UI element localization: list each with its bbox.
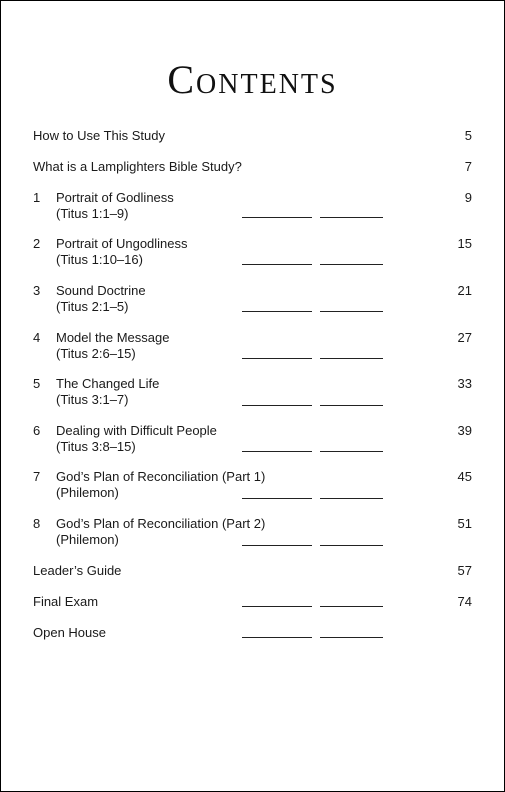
lesson-number: 4 xyxy=(33,330,41,345)
blank-line xyxy=(242,637,312,638)
toc-page-number: 9 xyxy=(464,190,472,205)
page-title: Contents xyxy=(167,57,338,102)
toc-page-number: 45 xyxy=(457,469,472,484)
blank-line xyxy=(242,451,312,452)
lesson-title: God’s Plan of Reconciliation (Part 1) xyxy=(56,469,266,484)
lesson-number: 5 xyxy=(33,376,41,391)
lesson-number: 2 xyxy=(33,236,41,251)
toc-page-number: 39 xyxy=(457,423,472,438)
lesson-scripture: (Titus 2:1–5) xyxy=(56,299,129,314)
toc-page-number: 27 xyxy=(457,330,472,345)
toc-page-number: 7 xyxy=(464,159,472,174)
blank-line xyxy=(242,498,312,499)
toc-page-number: 51 xyxy=(457,516,472,531)
blank-line xyxy=(320,545,383,546)
lesson-title: God’s Plan of Reconciliation (Part 2) xyxy=(56,516,266,531)
toc-page-number: 74 xyxy=(457,594,472,609)
lesson-title: Portrait of Ungodliness xyxy=(56,236,188,251)
lesson-title: The Changed Life xyxy=(56,376,160,391)
toc-page-number: 5 xyxy=(464,128,472,143)
blank-line xyxy=(320,405,383,406)
blank-line xyxy=(242,217,312,218)
blank-line xyxy=(242,264,312,265)
toc-entry-label: Open House xyxy=(33,625,106,640)
lesson-number: 7 xyxy=(33,469,41,484)
lesson-title: Portrait of Godliness xyxy=(56,190,174,205)
lesson-scripture: (Titus 1:10–16) xyxy=(56,252,143,267)
blank-line xyxy=(242,358,312,359)
blank-line xyxy=(320,451,383,452)
toc-page-number: 21 xyxy=(457,283,472,298)
lesson-title: Sound Doctrine xyxy=(56,283,146,298)
lesson-title: Model the Message xyxy=(56,330,170,345)
toc-entry-label: Leader’s Guide xyxy=(33,563,122,578)
lesson-number: 8 xyxy=(33,516,41,531)
lesson-scripture: (Titus 2:6–15) xyxy=(56,346,136,361)
lesson-scripture: (Philemon) xyxy=(56,532,119,547)
blank-line xyxy=(242,311,312,312)
blank-line xyxy=(320,637,383,638)
blank-line xyxy=(242,606,312,607)
toc-entry-label: Final Exam xyxy=(33,594,99,609)
blank-line xyxy=(320,264,383,265)
blank-line xyxy=(320,358,383,359)
lesson-number: 3 xyxy=(33,283,41,298)
lesson-scripture: (Titus 3:1–7) xyxy=(56,392,129,407)
lesson-scripture: (Titus 3:8–15) xyxy=(56,439,136,454)
toc-page-number: 15 xyxy=(457,236,472,251)
blank-line xyxy=(320,606,383,607)
blank-line xyxy=(320,498,383,499)
toc-entry-label: How to Use This Study xyxy=(33,128,165,143)
lesson-number: 6 xyxy=(33,423,41,438)
lesson-number: 1 xyxy=(33,190,41,205)
lesson-title: Dealing with Difficult People xyxy=(56,423,217,438)
blank-line xyxy=(242,545,312,546)
blank-line xyxy=(242,405,312,406)
lesson-scripture: (Titus 1:1–9) xyxy=(56,206,129,221)
toc-page-number: 33 xyxy=(457,376,472,391)
lesson-scripture: (Philemon) xyxy=(56,485,119,500)
blank-line xyxy=(320,311,383,312)
blank-line xyxy=(320,217,383,218)
toc-page-number: 57 xyxy=(457,563,472,578)
toc-entry-label: What is a Lamplighters Bible Study? xyxy=(33,159,242,174)
